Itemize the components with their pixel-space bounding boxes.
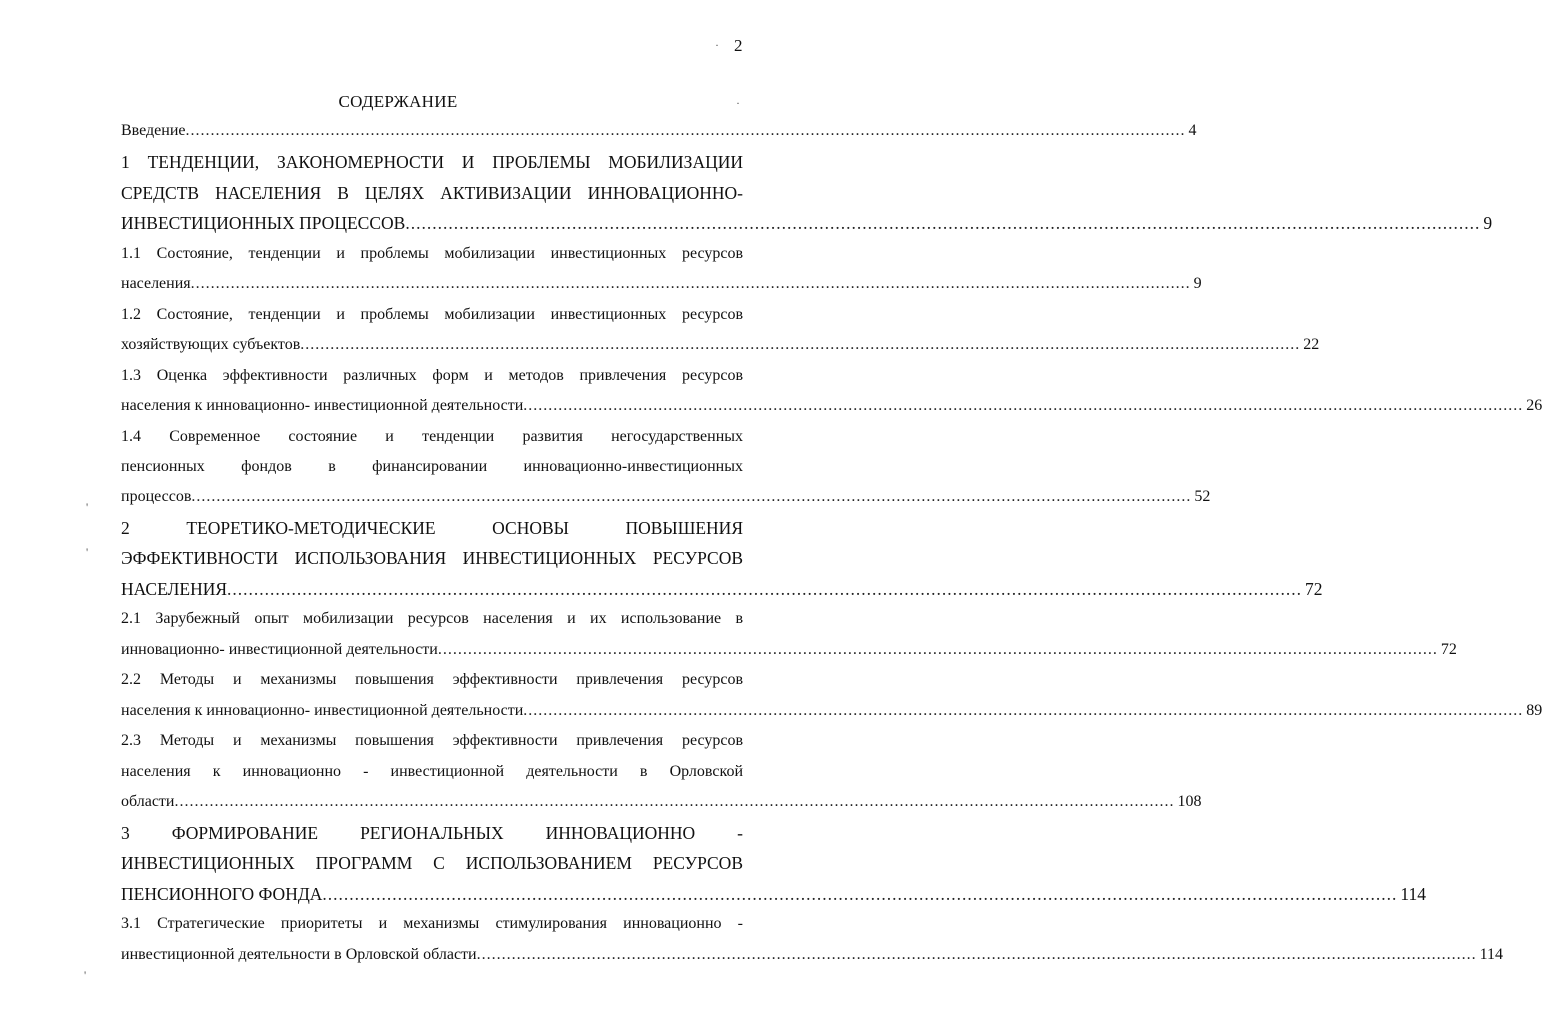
toc-section-2-last-line[interactable]	[121, 576, 1323, 602]
contents-heading: СОДЕРЖАНИЕ	[338, 92, 458, 111]
toc-section-3-1-line[interactable]: 3.1 Стратегические приоритеты и механизмы стимулирования инновационно -	[121, 915, 743, 932]
toc-section-2-line[interactable]: ЭФФЕКТИВНОСТИ ИСПОЛЬЗОВАНИЯ ИНВЕСТИЦИОННЫХ РЕСУРСОВ	[121, 548, 743, 568]
toc-page-number: 26	[1526, 397, 1542, 414]
toc-entry-text: хозяйствующих субъектов	[121, 336, 301, 353]
toc-section-1-4-last-line[interactable]	[121, 484, 1211, 510]
toc-section-2-3-last-line[interactable]	[121, 789, 1202, 815]
scan-speck: ·	[715, 38, 719, 52]
toc-section-1-2-last-line[interactable]	[121, 332, 1320, 358]
toc-section-1-3-last-line[interactable]	[121, 393, 1542, 419]
toc-section-3-line[interactable]: ИНВЕСТИЦИОННЫХ ПРОГРАММ С ИСПОЛЬЗОВАНИЕМ РЕСУРСОВ	[121, 853, 743, 873]
leader-dots: ........................................................................................................................................................................................................	[437, 641, 1438, 658]
leader-dots: ........................................................................................................................................................................................................	[476, 946, 1477, 963]
leader-dots: ........................................................................................................................................................................................................	[300, 336, 1301, 353]
leader-dots: ........................................................................................................................................................................................................	[227, 579, 1303, 599]
toc-entry-text: ПЕНСИОННОГО ФОНДА	[121, 884, 323, 904]
toc-entry-text: населения к инновационно- инвестиционной деятельности	[121, 397, 524, 414]
toc-entry-text: инвестиционной деятельности в Орловской области	[121, 946, 477, 963]
toc-section-1-line[interactable]: 1 ТЕНДЕНЦИИ, ЗАКОНОМЕРНОСТИ И ПРОБЛЕМЫ МОБИЛИЗАЦИИ	[121, 152, 743, 172]
leader-dots: ........................................................................................................................................................................................................	[190, 275, 1191, 292]
toc-section-2-3-line[interactable]: 2.3 Методы и механизмы повышения эффективности привлечения ресурсов	[121, 732, 743, 749]
toc-section-1-4-line[interactable]: 1.4 Современное состояние и тенденции развития негосударственных	[121, 428, 743, 445]
toc-entry-text: населения к инновационно- инвестиционной деятельности	[121, 702, 524, 719]
toc-section-2-2-last-line[interactable]	[121, 698, 1542, 724]
toc-entry-text: ИНВЕСТИЦИОННЫХ ПРОЦЕССОВ	[121, 213, 406, 233]
toc-page-number: 9	[1193, 275, 1202, 292]
toc-page-number: 114	[1400, 884, 1427, 904]
toc-entry-text: Введение	[121, 122, 186, 139]
leader-dots: ........................................................................................................................................................................................................	[191, 488, 1192, 505]
leader-dots: ........................................................................................................................................................................................................	[185, 122, 1186, 139]
toc-page-number: 4	[1188, 122, 1197, 139]
toc-entry-text: процессов	[121, 488, 192, 505]
toc-page-number: 72	[1305, 579, 1323, 599]
toc-section-3-line[interactable]: 3 ФОРМИРОВАНИЕ РЕГИОНАЛЬНЫХ ИННОВАЦИОННО -	[121, 823, 743, 843]
toc-section-1-2-line[interactable]: 1.2 Состояние, тенденции и проблемы мобилизации инвестиционных ресурсов	[121, 306, 743, 323]
toc-entry-introduction[interactable]	[121, 118, 1197, 144]
leader-dots: ........................................................................................................................................................................................................	[174, 793, 1175, 810]
toc-section-2-2-line[interactable]: 2.2 Методы и механизмы повышения эффективности привлечения ресурсов	[121, 671, 743, 688]
leader-dots: ........................................................................................................................................................................................................	[523, 397, 1524, 414]
page-number: 2	[734, 36, 743, 55]
toc-entry-text: области	[121, 793, 175, 810]
toc-section-1-line[interactable]: СРЕДСТВ НАСЕЛЕНИЯ В ЦЕЛЯХ АКТИВИЗАЦИИ ИННОВАЦИОННО-	[121, 183, 743, 203]
leader-dots: ........................................................................................................................................................................................................	[322, 884, 1398, 904]
scan-speck: ·	[736, 96, 740, 110]
toc-page-number: 72	[1440, 641, 1457, 658]
toc-section-1-1-last-line[interactable]	[121, 271, 1202, 297]
toc-section-1-3-line[interactable]: 1.3 Оценка эффективности различных форм и методов привлечения ресурсов	[121, 367, 743, 384]
toc-page-number: 114	[1479, 946, 1504, 963]
toc-section-3-1-last-line[interactable]	[121, 942, 1504, 968]
toc-page-number: 89	[1526, 702, 1542, 719]
leader-dots: ........................................................................................................................................................................................................	[405, 213, 1481, 233]
leader-dots: ........................................................................................................................................................................................................	[523, 702, 1524, 719]
toc-entry-text: населения	[121, 275, 191, 292]
toc-page-number: 52	[1194, 488, 1211, 505]
scan-speck: '	[84, 968, 87, 982]
toc-section-2-line[interactable]: 2 ТЕОРЕТИКО-МЕТОДИЧЕСКИЕ ОСНОВЫ ПОВЫШЕНИЯ	[121, 518, 743, 538]
toc-section-1-last-line[interactable]	[121, 210, 1493, 236]
toc-page-number: 9	[1483, 213, 1493, 233]
toc-section-2-1-last-line[interactable]	[121, 637, 1457, 663]
toc-section-1-4-line[interactable]: пенсионных фондов в финансировании инновационно-инвестиционных	[121, 458, 743, 475]
toc-section-3-last-line[interactable]	[121, 881, 1427, 907]
toc-page-number: 108	[1177, 793, 1202, 810]
scan-speck: '	[86, 500, 89, 514]
scan-speck: '	[86, 545, 89, 559]
toc-section-2-3-line[interactable]: населения к инновационно - инвестиционной деятельности в Орловской	[121, 763, 743, 780]
toc-page-number: 22	[1303, 336, 1320, 353]
toc-section-2-1-line[interactable]: 2.1 Зарубежный опыт мобилизации ресурсов населения и их использование в	[121, 610, 743, 627]
toc-section-1-1-line[interactable]: 1.1 Состояние, тенденции и проблемы мобилизации инвестиционных ресурсов	[121, 245, 743, 262]
toc-entry-text: инновационно- инвестиционной деятельности	[121, 641, 438, 658]
toc-entry-text: НАСЕЛЕНИЯ	[121, 579, 228, 599]
